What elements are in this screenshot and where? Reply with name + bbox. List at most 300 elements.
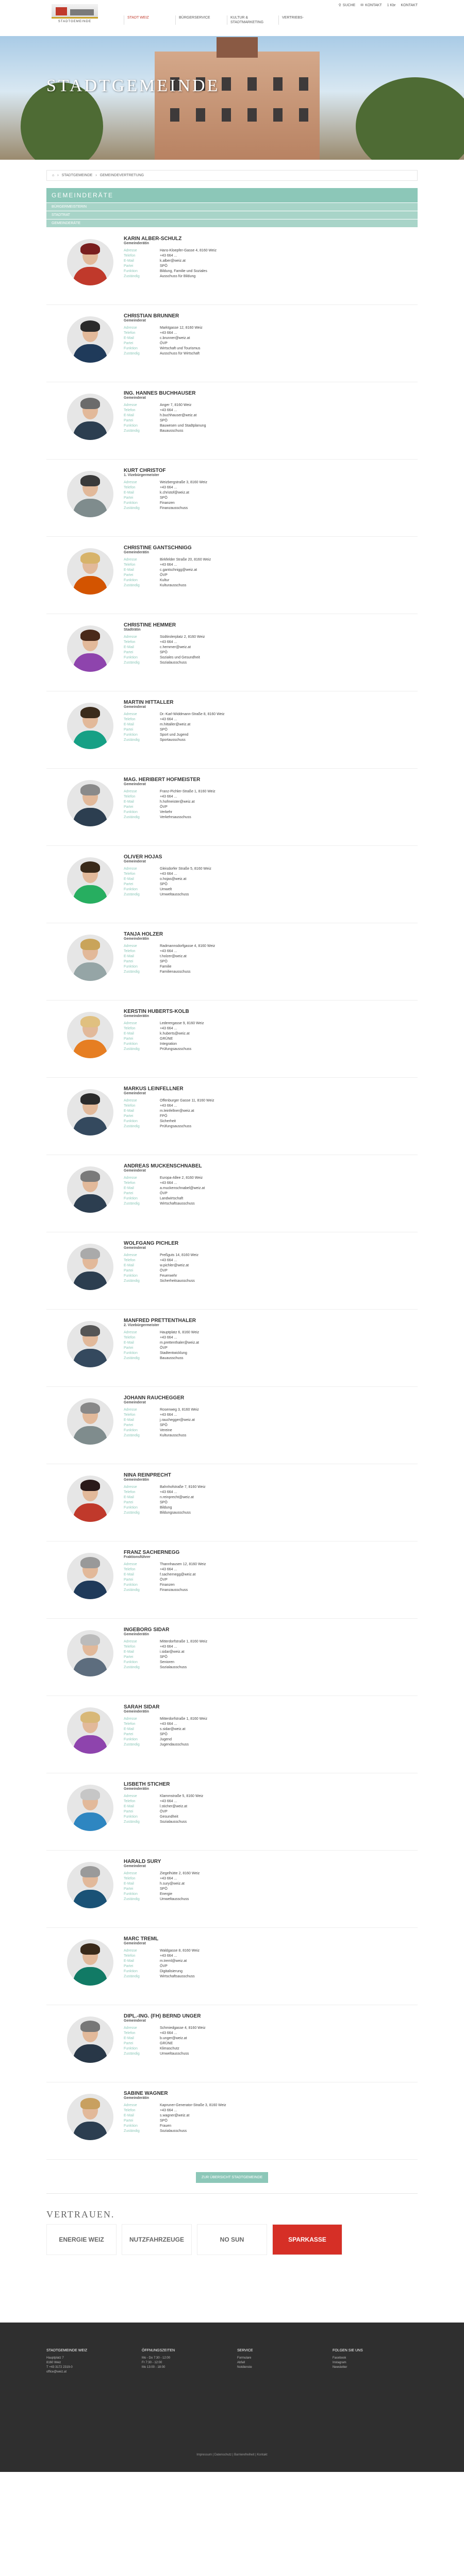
- member-field-row: [124, 738, 418, 743]
- member-name: SARAH SIDAR: [124, 1704, 160, 1710]
- member-field-row: [124, 1109, 418, 1114]
- member-field-row: [124, 429, 418, 434]
- field-value-phone[interactable]: +43 664 ...: [160, 872, 177, 876]
- member-field-row: [124, 1820, 418, 1825]
- field-label: E-Mail: [124, 1805, 134, 1808]
- member-photo: [67, 2016, 113, 2063]
- field-label: Zuständig: [124, 1897, 140, 1901]
- field-label: Adresse: [124, 635, 137, 639]
- field-value-email[interactable]: t.holzer@weiz.at: [160, 955, 187, 958]
- member-card: [46, 228, 418, 305]
- field-value-function: Gesundheit: [160, 1815, 178, 1819]
- nav-item-buergerservice[interactable]: BÜRGERSERVICE: [175, 15, 227, 25]
- member-role: Gemeinderätin: [124, 937, 150, 941]
- field-label: Telefon: [124, 1877, 136, 1880]
- member-field-row: [124, 1176, 418, 1181]
- field-label: Adresse: [124, 1099, 137, 1103]
- member-info: [124, 777, 418, 845]
- member-field-row: [124, 1047, 418, 1052]
- portrait-body: [73, 885, 107, 904]
- field-value-address: Gleisdorfer Straße 5, 8160 Weiz: [160, 867, 211, 871]
- portrait-hair: [80, 552, 100, 564]
- field-label: Partei: [124, 1501, 134, 1504]
- breadcrumb-separator: ›: [57, 174, 59, 177]
- field-value-phone[interactable]: +43 664 ...: [160, 331, 177, 335]
- field-label: Zuständig: [124, 275, 140, 278]
- field-label: Funktion: [124, 579, 138, 582]
- field-value-phone[interactable]: +43 664 ...: [160, 1568, 177, 1571]
- field-value-party: ÖVP: [160, 1192, 168, 1195]
- field-label: Telefon: [124, 254, 136, 258]
- language-link[interactable]: 1 Kbr: [387, 3, 396, 7]
- field-value-party: FPÖ: [160, 1114, 168, 1118]
- member-name: OLIVER HOJAS: [124, 854, 162, 860]
- field-value-email[interactable]: h.sury@weiz.at: [160, 1882, 185, 1886]
- field-label: Telefon: [124, 1336, 136, 1340]
- footer-line[interactable]: 8160 Weiz: [46, 2361, 61, 2364]
- field-value-phone[interactable]: +43 664 ...: [160, 1104, 177, 1108]
- field-value-email[interactable]: s.sidar@weiz.at: [160, 1727, 186, 1731]
- member-field-row: [124, 1804, 418, 1809]
- field-value-party: GRÜNE: [160, 1037, 173, 1041]
- subnav-item-buergermeisterin[interactable]: BÜRGERMEISTERIN: [46, 203, 418, 211]
- field-value-address: Offenburger Gasse 11, 8160 Weiz: [160, 1099, 214, 1103]
- field-value-phone[interactable]: +43 664 ...: [160, 1645, 177, 1649]
- nav-item-kultur[interactable]: KULTUR & STADTMARKETING: [227, 15, 278, 25]
- member-info: [124, 468, 418, 536]
- member-photo: [67, 1398, 113, 1445]
- field-value-phone[interactable]: +43 664 ...: [160, 795, 177, 799]
- member-field-row: [124, 259, 418, 264]
- nav-item-stadt[interactable]: STADT WEIZ: [124, 15, 175, 25]
- member-field-row: [124, 1485, 418, 1490]
- field-label: Adresse: [124, 249, 137, 252]
- member-field-row: [124, 2046, 418, 2052]
- field-value-phone[interactable]: +43 664 ...: [160, 1181, 177, 1185]
- field-value-phone[interactable]: +43 664 ...: [160, 409, 177, 412]
- field-label: Zuständig: [124, 1975, 140, 1978]
- member-field-row: [124, 733, 418, 738]
- member-field-row: [124, 954, 418, 959]
- subnav-item-gemeinderaete[interactable]: GEMEINDERÄTE: [46, 219, 418, 228]
- field-label: Partei: [124, 1810, 134, 1814]
- portrait-hair: [80, 1480, 100, 1491]
- field-value-email[interactable]: a.muckenschnabel@weiz.at: [160, 1187, 205, 1190]
- sponsor-logo[interactable]: ENERGIE WEIZ: [46, 2224, 117, 2255]
- subnav-item-stadtrat[interactable]: STADTRAT: [46, 211, 418, 219]
- hero-title: STADTGEMEINDE: [46, 76, 220, 95]
- portrait-body: [73, 1194, 107, 1213]
- field-value-function: Jugend: [160, 1738, 172, 1741]
- portrait-body: [73, 808, 107, 826]
- field-value-email[interactable]: b.unger@weiz.at: [160, 2037, 187, 2040]
- member-photo: [67, 935, 113, 981]
- member-name: FRANZ SACHERNEGG: [124, 1550, 180, 1555]
- member-field-row: [124, 1727, 418, 1732]
- field-value-responsible: Wirtschaftsausschuss: [160, 1202, 195, 1206]
- member-name: DIPL.-ING. (FH) BERND UNGER: [124, 2013, 201, 2019]
- portrait-hair: [80, 1866, 100, 1877]
- field-value-email[interactable]: h.buchhauser@weiz.at: [160, 414, 197, 417]
- portrait-hair: [80, 1943, 100, 1955]
- field-label: Telefon: [124, 872, 136, 876]
- field-value-party: SPÖ: [160, 728, 168, 732]
- sponsor-logos: [46, 2224, 418, 2255]
- field-value-responsible: Prüfungsausschuss: [160, 1125, 192, 1128]
- portrait-body: [73, 653, 107, 672]
- field-label: Partei: [124, 1655, 134, 1659]
- portrait-hair: [80, 1016, 100, 1027]
- overview-button[interactable]: ZUR ÜBERSICHT STADTGEMEINDE: [196, 2172, 268, 2183]
- member-field-row: [124, 640, 418, 645]
- nav-item-vertrieb[interactable]: VERTRIEBS-: [278, 15, 330, 25]
- field-label: Telefon: [124, 795, 136, 799]
- member-field-row: [124, 944, 418, 949]
- footer-line[interactable]: office@weiz.at: [46, 2370, 67, 2374]
- field-value-email[interactable]: n.reinprecht@weiz.at: [160, 1496, 194, 1499]
- field-label: Partei: [124, 2119, 134, 2123]
- member-field-row: [124, 872, 418, 877]
- member-card: [46, 1464, 418, 1541]
- field-label: Funktion: [124, 1197, 138, 1200]
- field-value-responsible: Prüfungsausschuss: [160, 1047, 192, 1051]
- contact-link-2[interactable]: KONTAKT: [401, 3, 418, 7]
- field-value-responsible: Sozialausschuss: [160, 661, 187, 665]
- field-value-phone[interactable]: +43 664 ...: [160, 1490, 177, 1494]
- field-value-email[interactable]: m.treml@weiz.at: [160, 1959, 187, 1963]
- sponsor-logo[interactable]: NO SUN: [197, 2224, 267, 2255]
- footer-column: [333, 2348, 418, 2375]
- portrait-hair: [80, 1325, 100, 1336]
- footer-line[interactable]: Newsletter: [333, 2366, 347, 2369]
- field-label: Funktion: [124, 1738, 138, 1741]
- field-value-address: Hans-Kloepfer-Gasse 4, 8160 Weiz: [160, 249, 217, 252]
- field-value-party: SPÖ: [160, 1887, 168, 1891]
- member-card: [46, 1541, 418, 1619]
- member-role: 1. Vizebürgermeister: [124, 473, 159, 477]
- member-field-row: [124, 1578, 418, 1583]
- field-value-address: Südtirolerplatz 2, 8160 Weiz: [160, 635, 205, 639]
- field-label: Funktion: [124, 1970, 138, 1973]
- field-value-function: Feuerwehr: [160, 1274, 177, 1278]
- field-value-phone[interactable]: +43 664 ...: [160, 1413, 177, 1417]
- member-card: [46, 382, 418, 460]
- member-field-row: [124, 418, 418, 423]
- portrait-body: [73, 2044, 107, 2063]
- field-label: Adresse: [124, 790, 137, 793]
- member-field-row: [124, 557, 418, 563]
- member-card: [46, 1773, 418, 1851]
- member-field-row: [124, 1181, 418, 1186]
- field-value-address: Anger 7, 8160 Weiz: [160, 403, 192, 407]
- field-value-email[interactable]: c.brunner@weiz.at: [160, 336, 190, 340]
- member-field-row: [124, 1500, 418, 1505]
- member-info: [124, 1936, 418, 2005]
- field-value-email[interactable]: i.sidar@weiz.at: [160, 1650, 185, 1654]
- field-label: Partei: [124, 1114, 134, 1118]
- field-value-email[interactable]: k.alber@weiz.at: [160, 259, 186, 263]
- coat-of-arms-logo: [52, 4, 98, 19]
- field-value-phone[interactable]: +43 664 ...: [160, 1722, 177, 1726]
- field-label: Partei: [124, 342, 134, 345]
- portrait-hair: [80, 1171, 100, 1182]
- member-field-row: [124, 1799, 418, 1804]
- search-link[interactable]: [339, 3, 356, 7]
- portrait-hair: [80, 1557, 100, 1568]
- member-field-row: [124, 789, 418, 794]
- field-label: Adresse: [124, 2104, 137, 2107]
- field-value-phone[interactable]: +43 664 ...: [160, 718, 177, 721]
- field-value-email[interactable]: m.leinfellner@weiz.at: [160, 1109, 194, 1113]
- field-value-email[interactable]: m.hittaller@weiz.at: [160, 723, 191, 726]
- member-field-row: [124, 1341, 418, 1346]
- member-field-row: [124, 1809, 418, 1815]
- portrait-body: [73, 1812, 107, 1831]
- field-value-address: Franz-Pichler-Straße 1, 8160 Weiz: [160, 790, 216, 793]
- field-label: E-Mail: [124, 1264, 134, 1267]
- field-label: Adresse: [124, 944, 137, 948]
- member-role: Gemeinderat: [124, 1942, 146, 1945]
- field-value-email[interactable]: w.pichler@weiz.at: [160, 1264, 189, 1267]
- member-photo: [67, 1553, 113, 1599]
- portrait-body: [73, 962, 107, 981]
- footer-columns: [46, 2348, 418, 2375]
- field-label: Telefon: [124, 1027, 136, 1030]
- member-field-row: [124, 1433, 418, 1438]
- member-field-row: [124, 1201, 418, 1207]
- member-field-row: [124, 1948, 418, 1954]
- member-field-row: [124, 2124, 418, 2129]
- member-field-row: [124, 949, 418, 954]
- field-label: Funktion: [124, 733, 138, 737]
- field-value-phone[interactable]: +43 664 ...: [160, 1336, 177, 1340]
- member-info: [124, 1472, 418, 1541]
- portrait-body: [73, 2122, 107, 2140]
- sponsor-logo[interactable]: NUTZFAHRZEUGE: [122, 2224, 192, 2255]
- member-field-row: [124, 964, 418, 970]
- member-role: Gemeinderätin: [124, 551, 150, 554]
- field-label: Funktion: [124, 656, 138, 659]
- member-field-row: [124, 1268, 418, 1274]
- field-value-phone[interactable]: +43 664 ...: [160, 950, 177, 953]
- member-field-row: [124, 1124, 418, 1129]
- member-field-row: [124, 490, 418, 496]
- member-field-row: [124, 1279, 418, 1284]
- portrait-body: [73, 499, 107, 517]
- member-photo: [67, 780, 113, 826]
- field-value-party: SPÖ: [160, 264, 168, 268]
- member-role: Gemeinderat: [124, 319, 146, 323]
- portrait-body: [73, 1040, 107, 1058]
- member-card: [46, 2005, 418, 2082]
- field-label: Adresse: [124, 481, 137, 484]
- field-label: Funktion: [124, 2047, 138, 2050]
- field-label: Funktion: [124, 2124, 138, 2128]
- portrait-hair: [80, 1634, 100, 1646]
- member-photo: [67, 1244, 113, 1290]
- contact-link[interactable]: [360, 3, 382, 7]
- field-value-email[interactable]: h.hofmeister@weiz.at: [160, 800, 195, 804]
- member-list: [46, 228, 418, 2160]
- field-value-email[interactable]: c.gantschnigg@weiz.at: [160, 568, 197, 572]
- breadcrumb-item-current: GEMEINDEVERTRETUNG: [100, 174, 144, 177]
- field-value-phone[interactable]: +43 664 ...: [160, 2109, 177, 2112]
- field-label: Adresse: [124, 713, 137, 716]
- footer-line[interactable]: Mo 13:00 - 18:00: [142, 2366, 165, 2369]
- section-subnav: [46, 202, 418, 228]
- member-field-row: [124, 1335, 418, 1341]
- member-photo: [67, 1862, 113, 1908]
- portrait-body: [73, 1272, 107, 1290]
- field-label: Adresse: [124, 1563, 137, 1566]
- member-field-row: [124, 1645, 418, 1650]
- field-value-phone[interactable]: +43 664 ...: [160, 486, 177, 489]
- field-value-party: ÖVP: [160, 342, 168, 345]
- field-value-email[interactable]: c.hemmer@weiz.at: [160, 646, 191, 649]
- field-value-party: SPÖ: [160, 883, 168, 886]
- field-value-phone[interactable]: +43 664 ...: [160, 254, 177, 258]
- footer-line[interactable]: Abfall: [237, 2361, 245, 2364]
- member-field-row: [124, 1114, 418, 1119]
- field-value-email[interactable]: m.prettenthaler@weiz.at: [160, 1341, 199, 1345]
- portrait-body: [73, 344, 107, 363]
- member-info: [124, 1782, 418, 1850]
- footer-line[interactable]: Facebook: [333, 2357, 346, 2360]
- field-label: Adresse: [124, 403, 137, 407]
- member-card: [46, 1310, 418, 1387]
- breadcrumb-item[interactable]: STADTGEMEINDE: [61, 174, 93, 177]
- field-value-party: ÖVP: [160, 1578, 168, 1582]
- footer-column-title: FOLGEN SIE UNS: [333, 2349, 363, 2352]
- field-value-phone[interactable]: +43 664 ...: [160, 1877, 177, 1880]
- member-field-row: [124, 1665, 418, 1670]
- member-field-row: [124, 959, 418, 964]
- field-value-function: Finanzen: [160, 1583, 175, 1587]
- town-hall-image: [155, 52, 320, 160]
- field-value-function: Stadtentwicklung: [160, 1351, 187, 1355]
- member-field-row: [124, 970, 418, 975]
- member-field-row: [124, 1964, 418, 1969]
- field-value-phone[interactable]: +43 664 ...: [160, 1954, 177, 1958]
- field-label: Telefon: [124, 1104, 136, 1108]
- field-value-email[interactable]: f.sachernegg@weiz.at: [160, 1573, 196, 1577]
- field-value-function: Verkehr: [160, 810, 173, 814]
- member-field-row: [124, 1974, 418, 1979]
- field-value-phone[interactable]: +43 664 ...: [160, 563, 177, 567]
- field-label: Telefon: [124, 1645, 136, 1649]
- field-value-email[interactable]: k.christof@weiz.at: [160, 491, 189, 495]
- member-info: [124, 854, 418, 923]
- portrait-body: [73, 421, 107, 440]
- field-label: Partei: [124, 419, 134, 422]
- field-value-email[interactable]: s.wagner@weiz.at: [160, 2114, 190, 2117]
- field-value-phone[interactable]: +43 664 ...: [160, 1800, 177, 1803]
- field-value-party: SPÖ: [160, 960, 168, 963]
- member-field-row: [124, 2031, 418, 2036]
- field-label: Partei: [124, 1269, 134, 1273]
- member-card: [46, 1928, 418, 2005]
- site-logo[interactable]: [46, 4, 103, 29]
- field-value-phone[interactable]: +43 664 ...: [160, 640, 177, 644]
- member-field-row: [124, 1794, 418, 1799]
- field-value-responsible: Familienausschuss: [160, 970, 191, 974]
- field-value-email[interactable]: j.rauchegger@weiz.at: [160, 1418, 195, 1422]
- field-value-email[interactable]: o.hojas@weiz.at: [160, 877, 187, 881]
- field-value-phone[interactable]: +43 664 ...: [160, 1027, 177, 1030]
- member-card: [46, 305, 418, 382]
- field-label: E-Mail: [124, 568, 134, 572]
- field-label: Telefon: [124, 718, 136, 721]
- field-label: Partei: [124, 1964, 134, 1968]
- member-name: WOLFGANG PICHLER: [124, 1241, 179, 1246]
- field-label: E-Mail: [124, 336, 134, 340]
- member-field-row: [124, 2108, 418, 2113]
- sponsors-title: VERTRAUEN.: [46, 2209, 115, 2219]
- member-name: ING. HANNES BUCHHAUSER: [124, 391, 196, 396]
- field-value-responsible: Bildungsausschuss: [160, 1511, 191, 1515]
- member-field-row: [124, 1567, 418, 1572]
- member-info: [124, 2091, 418, 2159]
- footer-line[interactable]: T +43 3172 2319-0: [46, 2366, 73, 2369]
- field-value-email[interactable]: k.huberts@weiz.at: [160, 1032, 190, 1036]
- field-value-responsible: Kulturausschuss: [160, 1434, 187, 1437]
- member-field-row: [124, 1887, 418, 1892]
- portrait-hair: [80, 630, 100, 641]
- member-info: [124, 1086, 418, 1155]
- footer-links[interactable]: Impressum | Datenschutz | Barrierefreiheit | Kontakt: [196, 2453, 268, 2456]
- field-value-function: Sport und Jugend: [160, 733, 189, 737]
- footer-line[interactable]: Mo - Do 7:30 - 12:00: [142, 2357, 171, 2360]
- field-value-function: Kultur: [160, 579, 170, 582]
- logo-text: STADTGEMEINDE: [58, 20, 92, 23]
- field-value-party: SPÖ: [160, 2119, 168, 2123]
- portrait-hair: [80, 861, 100, 873]
- member-card: [46, 1001, 418, 1078]
- field-value-phone[interactable]: +43 664 ...: [160, 2031, 177, 2035]
- field-label: E-Mail: [124, 1650, 134, 1654]
- portrait-body: [73, 1503, 107, 1522]
- field-value-function: Integration: [160, 1042, 177, 1046]
- footer-line[interactable]: Notdienste: [237, 2366, 252, 2369]
- field-label: Zuständig: [124, 1047, 140, 1051]
- footer-line[interactable]: Formulare: [237, 2357, 252, 2360]
- footer-line[interactable]: Instagram: [333, 2361, 346, 2364]
- footer-line[interactable]: Hauptplatz 7: [46, 2357, 64, 2360]
- footer-line[interactable]: Fr 7:30 - 12:00: [142, 2361, 162, 2364]
- field-label: Zuständig: [124, 1820, 140, 1824]
- home-icon[interactable]: ⌂: [52, 174, 55, 177]
- member-field-row: [124, 423, 418, 429]
- field-label: Telefon: [124, 1259, 136, 1262]
- member-card: [46, 614, 418, 691]
- field-label: Partei: [124, 2042, 134, 2045]
- portrait-hair: [80, 320, 100, 332]
- field-value-email[interactable]: l.sticher@weiz.at: [160, 1805, 188, 1808]
- member-field-row: [124, 501, 418, 506]
- member-photo: [67, 703, 113, 749]
- member-field-row: [124, 1588, 418, 1593]
- field-label: E-Mail: [124, 1959, 134, 1963]
- member-field-row: [124, 408, 418, 413]
- field-label: E-Mail: [124, 2037, 134, 2040]
- field-label: Funktion: [124, 347, 138, 350]
- member-role: Gemeinderätin: [124, 1478, 150, 1482]
- field-value-phone[interactable]: +43 664 ...: [160, 1259, 177, 1262]
- member-field-row: [124, 1876, 418, 1882]
- field-label: E-Mail: [124, 414, 134, 417]
- sponsor-logo[interactable]: SPARKASSE: [272, 2224, 342, 2255]
- member-role: Gemeinderat: [124, 396, 146, 400]
